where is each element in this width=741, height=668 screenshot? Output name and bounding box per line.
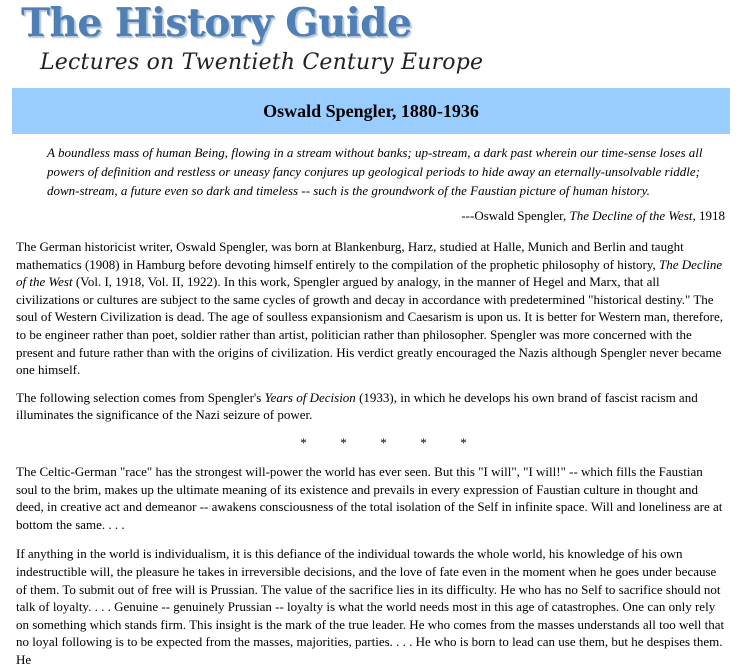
- intro-p1-work: The Decline of the West: [16, 256, 723, 290]
- intro-p1-text-b: (Vol. I, 1918, Vol. II, 1922). In this work, Spengler argued by analogy, in the manner of Hegel and Marx, that all civilizations or cultures are subject to the same cycles of growth and decay in accordance with predetermined "historical destiny." The soul of Western Civilization is dead. The age of soulless expansionism and Caesarism is upon us. It is better for Western man, therefore, to be engineer rather than poet, soldier rather than artist, politician rather than philosopher. Spengler was more concerned with the present and future rather than with the origins of civilization. His verdict greatly encouraged the Nazis although Spengler never became one himself.: [16, 274, 723, 378]
- intro-p1-text-a: The German historicist writer, Oswald Spengler, was born at Blankenburg, Harz, studied at Halle, Munich and Berlin and taught mathematics (1908) in Hamburg before devoting himself entirely to the compilation of the prophetic philosophy of history,: [16, 239, 684, 272]
- separator-star: *: [300, 434, 307, 450]
- section-separator: [0, 434, 741, 451]
- attribution-suffix: , 1918: [692, 208, 725, 223]
- selection-paragraph-2: If anything in the world is individualism, it is this defiance of the individual towards the whole world, his knowledge of his own indestructible will, the pleasure he takes in irreversible decisions, and the love of fate even in the moment when he goes under because of them. To submit out of free will is Prussian. The value of the sacrifice lies in its difficulty. He who has no Self to sacrifice should not talk of loyalty. . . . Genuine -- genuinely Prussian -- loyalty is what the world needs most in this age of catastrophes. One can only rely on something which stands firm. This insight is the mark of the true leader. He who comes from the masses understands all too well that no loyal following is to be expected from the masses, majorities, parties. . . . He who is born to lead can use them, but he despises them. He: [16, 546, 725, 667]
- separator-star: *: [420, 434, 427, 450]
- site-subtitle: Lectures on Twentieth Century Europe: [40, 50, 484, 75]
- separator-star: *: [460, 434, 467, 450]
- separator-star: *: [380, 434, 387, 450]
- separator-star: *: [340, 434, 347, 450]
- intro-paragraph-1: [16, 238, 725, 379]
- title-bar: [12, 88, 730, 134]
- selection-paragraph-1: The Celtic-German "race" has the strongest will-power the world has ever seen. But this "I will", "I will!" -- which fills the Faustian soul to the brim, makes up the ultimate meaning of its existence and prevails in every expression of Faustian culture in thought and deed, in creative act and demeanor -- awakens consciousness of the total isolation of the Self in infinite space. Will and loneliness are at bottom the same. . . .: [16, 463, 723, 532]
- epigraph-attribution: [0, 206, 725, 225]
- epigraph-quote: A boundless mass of human Being, flowing in a stream without banks; up-stream, a dark past wherein our time-sense loses all powers of definition and restless or uneasy fancy conjures up geological periods to hide away an eternally-unsolvable riddle; down-stream, a future even so dark and timeless -- such is the groundwork of the Faustian picture of human history.: [47, 145, 703, 198]
- intro-p2-text-a: The following selection comes from Spengler's: [16, 389, 265, 405]
- intro-p2-work: Years of Decision: [264, 389, 356, 405]
- site-logo[interactable]: The History Guide: [21, 0, 412, 46]
- attribution-prefix: ---Oswald Spengler,: [461, 208, 570, 223]
- article-body: [0, 134, 741, 668]
- attribution-work: The Decline of the West: [569, 208, 693, 223]
- page-title: Oswald Spengler, 1880-1936: [263, 100, 479, 121]
- site-header: [0, 0, 741, 88]
- intro-paragraph-2: [16, 389, 725, 424]
- intro-p2-text-b: (1933), in which he develops his own brand of fascist racism and illuminates the significance of the Nazi seizure of power.: [16, 389, 698, 423]
